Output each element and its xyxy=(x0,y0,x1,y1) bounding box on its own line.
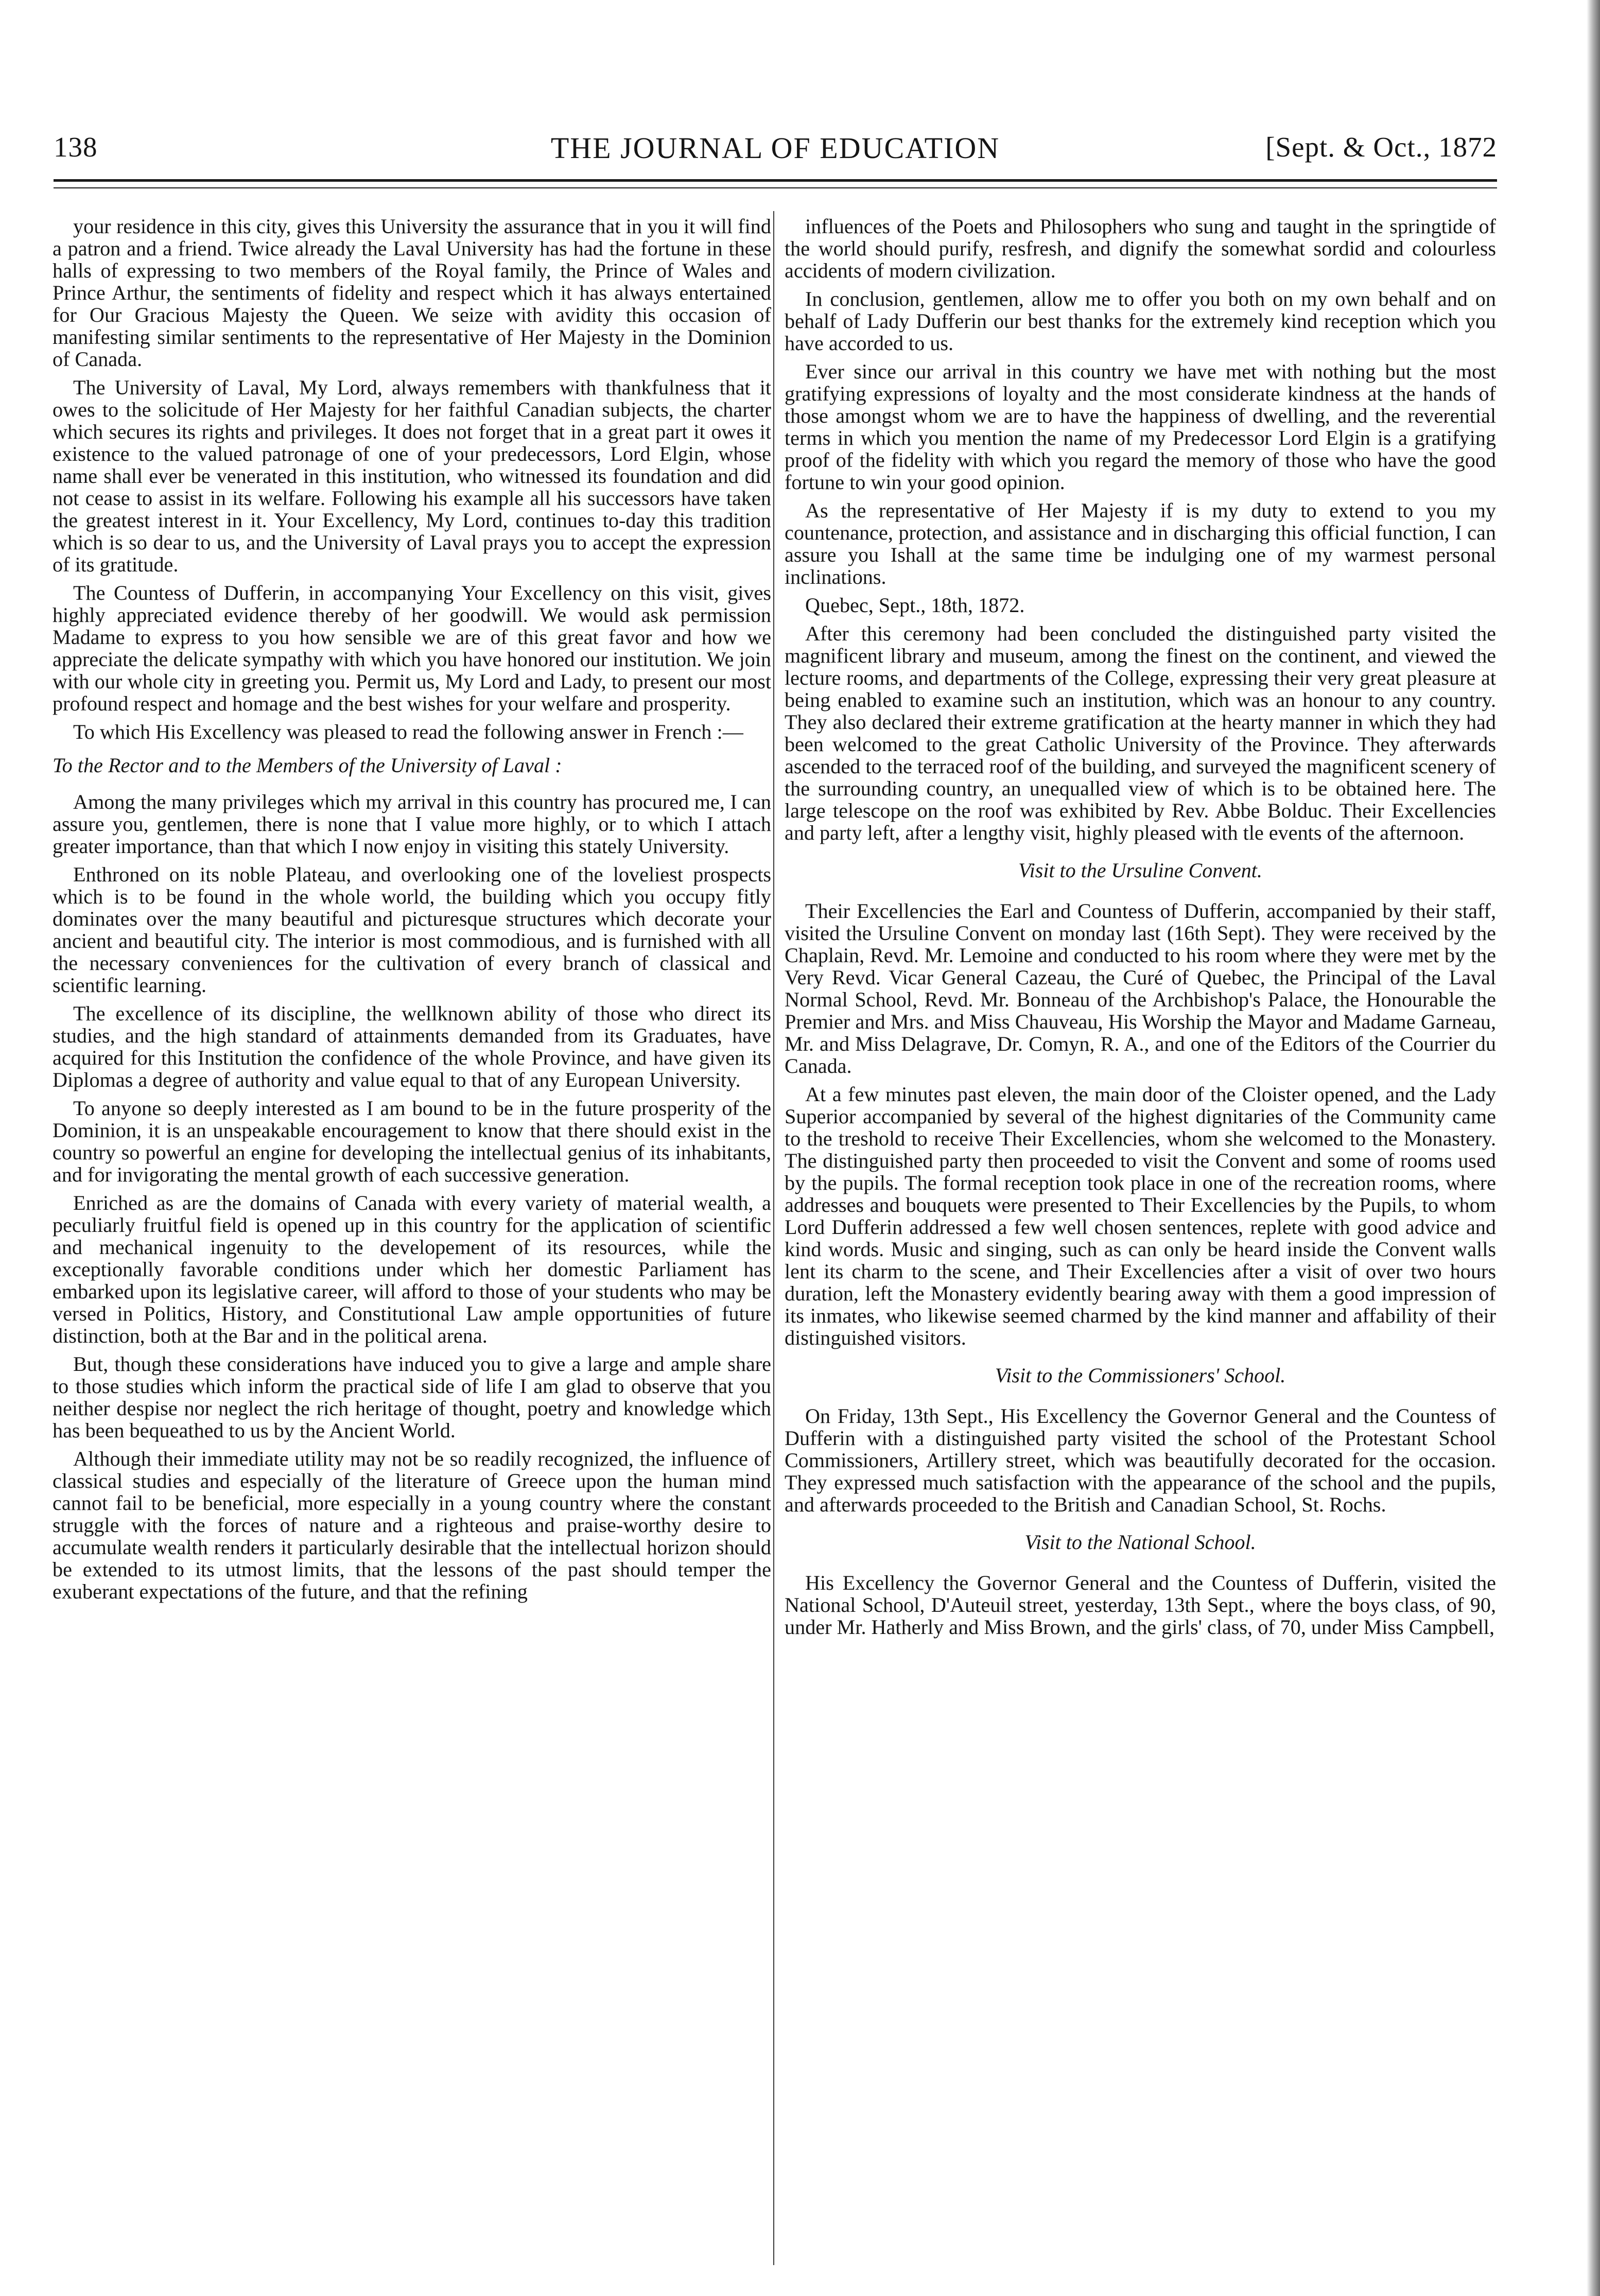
paragraph: The Countess of Dufferin, in accompanying Your Excellency on this visit, gives highly appreciated evidence thereby of her goodwill. We would ask permission Madame to express to you how sensible we are of this great favor and how we appreciate the delicate sympathy with which you have honored our institution. We join with our whole city in greeting you. Permit us, My Lord and Lady, to present our most profound respect and homage and the best wishes for your welfare and prosperity. xyxy=(53,581,771,715)
section-heading-national-school: Visit to the National School. xyxy=(1024,1530,1256,1554)
paragraph: At a few minutes past eleven, the main door of the Cloister opened, and the Lady Superior accompanied by several of the highest dignitaries of the Community came to the treshold to receive Their Excellencies, whom she welcomed to the Monastery. The distinguished party then proceeded to visit the Convent and some of rooms used by the pupils. The formal reception took place in one of the recreation rooms, where addresses and bouquets were presented to Their Excellencies by the Pupils, to whom Lord Dufferin addressed a few well chosen sentences, replete with good advice and kind words. Music and singing, such as can only be heard inside the Convent walls lent its charm to the scene, and Their Excellencies after a visit of over two hours duration, left the Monastery evidently bearing away with them a good impression of its inmates, who likewise seemed charmed by the kind manner and affability of their distinguished visitors. xyxy=(785,1083,1496,1349)
paragraph: After this ceremony had been concluded the distinguished party visited the magnificent library and museum, among the finest on the continent, and viewed the lecture rooms, and departments of the College, expressing their very great pleasure at being enabled to examine such an institution, which was an honour to any country. They also declared their extreme gratification at the hearty manner in which they had been welcomed to the great Catholic University of the Province. They afterwards ascended to the terraced roof of the building, and surveyed the magnificent scenery of the surrounding country, an unequalled view of which is to be obtained here. The large telescope on the roof was exhibited by Rev. Abbe Bolduc. Their Excellencies and party left, after a lengthy visit, highly pleased with tle events of the afternoon. xyxy=(785,622,1496,844)
paragraph: On Friday, 13th Sept., His Excellency the Governor General and the Countess of Dufferin with a distinguished party visited the school of the Protestant School Commissioners, Artillery street, which was beautifully decorated for the occasion. They expressed much satisfaction with the appearance of the school and the pupils, and afterwards proceeded to the British and Canadian School, St. Rochs. xyxy=(785,1404,1496,1516)
paragraph: Although their immediate utility may not be so readily recognized, the influence of classical studies and especially of the literature of Greece upon the human mind cannot fail to be beneficial, more especially in a young country where the constant struggle with the forces of nature and a righteous and praise-worthy desire to accumulate wealth renders it particularly desirable that the intellectual horizon should be extended to its utmost limits, that the lessons of the past should temper the exuberant expectations of the future, and that the refining xyxy=(53,1447,771,1603)
dateline: Quebec, Sept., 18th, 1872. xyxy=(805,594,1025,617)
paragraph: His Excellency the Governor General and the Countess of Dufferin, visited the National School, D'Auteuil street, yesterday, 13th Sept., where the boys class, of 90, under Mr. Hatherly and Miss Brown, and the girls' class, of 70, under Miss Campbell, xyxy=(785,1571,1496,1639)
issue-date: [Sept. & Oct., 1872 xyxy=(1265,131,1497,163)
paragraph: your residence in this city, gives this University the assurance that in you it will find a patron and a friend. Twice already the Laval University has had the fortune in these halls of expressing to two members of the Royal family, the Prince of Wales and Prince Arthur, the sentiments of fidelity and respect which it has always entertained for Our Gracious Majesty the Queen. We seize with avidity this occasion of manifesting similar sentiments to the representative of Her Majesty in the Dominion of Canada. xyxy=(53,215,771,371)
paragraph: Their Excellencies the Earl and Countess of Dufferin, accompanied by their staff, visited the Ursuline Convent on monday last (16th Sept). They were received by the Chaplain, Revd. Mr. Lemoine and conducted to his room where they were met by the Very Revd. Vicar General Cazeau, the Curé of Quebec, the Principal of the Laval Normal School, Revd. Mr. Bonneau of the Archbishop's Palace, the Honourable the Premier and Mrs. and Miss Chauveau, His Worship the Mayor and Madame Garneau, Mr. and Miss Delagrave, Dr. Comyn, R. A., and one of the Editors of the Courrier du Canada. xyxy=(785,899,1496,1077)
column-divider xyxy=(773,211,774,2265)
running-header xyxy=(54,119,1497,166)
paragraph: The University of Laval, My Lord, always remembers with thankfulness that it owes to the solicitude of Her Majesty for her faithful Canadian subjects, the charter which secures its rights and privileges. It does not forget that in a great part it owes it existence to the valued patronage of one of your predecessors, Lord Elgin, whose name shall ever be venerated in this institution, who witnessed its foundation and did not cease to assist in its welfare. Following his example all his successors have taken the greatest interest in it. Your Excellency, My Lord, continues to-day this tradition which is so dear to us, and the University of Laval prays you to accept the expression of its gratitude. xyxy=(53,376,771,576)
right-column xyxy=(785,215,1496,1644)
paragraph: But, though these considerations have induced you to give a large and ample share to those studies which inform the practical side of life I am glad to observe that you neither despise nor neglect the rich heritage of thought, poetry and knowledge which has been bequeathed to us by the Ancient World. xyxy=(53,1352,771,1442)
paragraph: As the representative of Her Majesty if is my duty to extend to you my countenance, protection, and assistance and in discharging this official function, I can assure you Ishall at the same time be indulging one of my warmest personal inclinations. xyxy=(785,499,1496,588)
page-number: 138 xyxy=(54,131,98,163)
paragraph: Among the many privileges which my arrival in this country has procured me, I can assure you, gentlemen, there is none that I value more highly, or to which I attach greater importance, than that which I now enjoy in visiting this stately University. xyxy=(53,790,771,858)
paragraph: Ever since our arrival in this country we have met with nothing but the most gratifying expressions of loyalty and the most considerate kindness at the hands of those amongst whom we are to have the happiness of dwelling, and the reverential terms in which you mention the name of my Predecessor Lord Elgin is a gratifying proof of the fidelity with which you regard the memory of those who have the good fortune to win your good opinion. xyxy=(785,360,1496,494)
paragraph: In conclusion, gentlemen, allow me to offer you both on my own behalf and on behalf of Lady Dufferin our best thanks for the extremely kind reception which you have accorded to us. xyxy=(785,287,1496,355)
paragraph: The excellence of its discipline, the wellknown ability of those who direct its studies, and the high standard of attainments demanded from its Graduates, have acquired for this Institution the confidence of the whole Province, and have given its Diplomas a degree of authority and value equal to that of any European University. xyxy=(53,1002,771,1091)
address-salutation: To the Rector and to the Members of the University of Laval : xyxy=(53,754,562,777)
paragraph: To which His Excellency was pleased to read the following answer in French :— xyxy=(73,720,743,743)
header-rule-thin xyxy=(54,187,1497,188)
paragraph: influences of the Poets and Philosophers who sung and taught in the springtide of the world should purify, resfresh, and dignify the somewhat sordid and colourless accidents of modern civilization. xyxy=(785,215,1496,282)
paragraph: To anyone so deeply interested as I am bound to be in the future prosperity of the Dominion, it is an unspeakable encouragement to know that there should exist in the country so powerful an engine for developing the intellectual genius of its inhabitants, and for invigorating the mental growth of each successive generation. xyxy=(53,1097,771,1186)
section-heading-commissioners: Visit to the Commissioners' School. xyxy=(995,1364,1286,1387)
paragraph: Enriched as are the domains of Canada with every variety of material wealth, a peculiarly fruitful field is opened up in this country for the application of scientific and mechanical ingenuity to the developement of its resources, while the exceptionally favorable conditions under which her domestic Parliament has embarked upon its legislative career, will afford to those of your students who may be versed in Politics, History, and Constitutional Law ample opportunities of future distinction, both at the Bar and in the political arena. xyxy=(53,1191,771,1347)
section-heading-ursuline: Visit to the Ursuline Convent. xyxy=(1018,859,1262,882)
header-rule-thick xyxy=(54,179,1497,182)
paragraph: Enthroned on its noble Plateau, and overlooking one of the loveliest prospects which is to be found in the whole world, the building which you occupy fitly dominates over the many beautiful and picturesque structures which decorate your ancient and beautiful city. The interior is most commodious, and is furnished with all the necessary conveniences for the cultivation of every branch of classical and scientific learning. xyxy=(53,863,771,997)
left-column xyxy=(53,215,771,1609)
journal-title: THE JOURNAL OF EDUCATION xyxy=(550,131,1000,165)
page-edge-shadow xyxy=(1587,0,1600,2296)
